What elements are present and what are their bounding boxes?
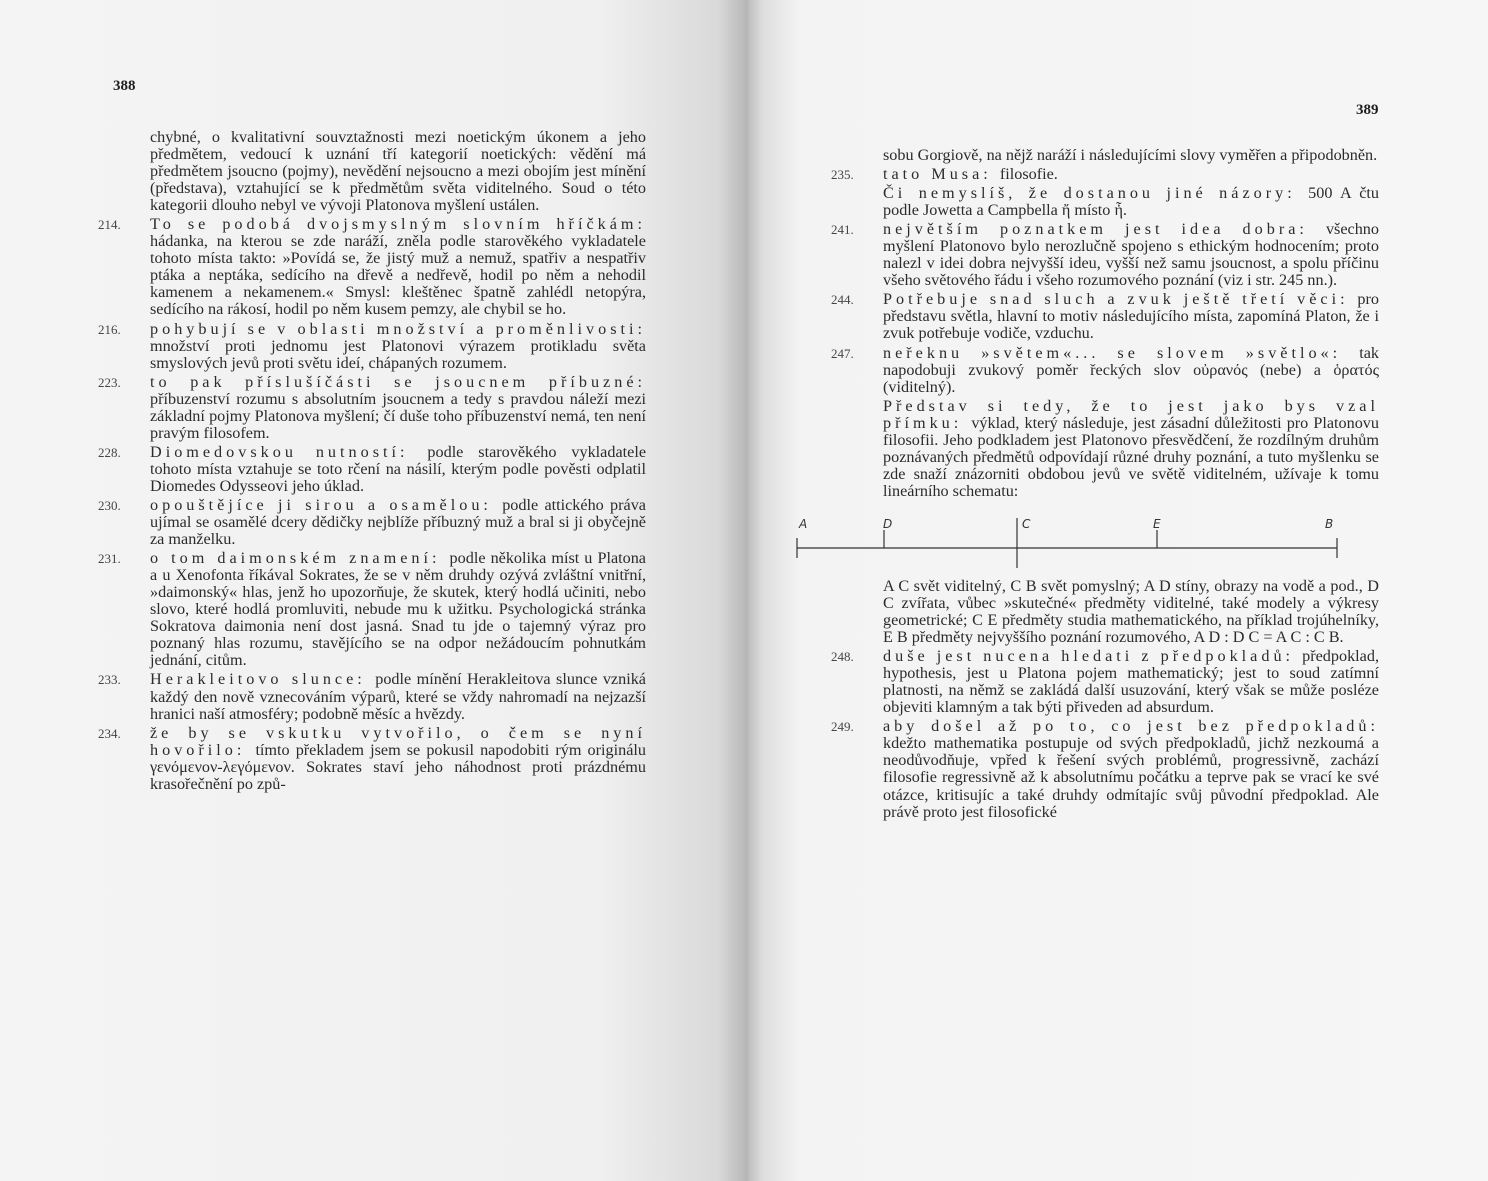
note-lemma: opouštějíce ji sirou a osamělou: [150, 495, 503, 514]
note-lemma: neřeknu »světem«... se slovem »světlo«: [883, 343, 1360, 362]
note-text: kdežto mathematika postupuje od svých předpokladů, jichž nezkoumá a neodůvodňuje, vpřed k řešení svých problémů, progressivně, zachází filosofie regressivně až k absolutnímu počátku a teprve pak se vrací ke své otázce, kritisujíc a také druhdy odmítajíc svůj původní předpoklad. Ale právě proto jest filosofické [883, 734, 1379, 821]
line-schema-diagram [789, 512, 1349, 570]
schema-label-b: B [1325, 516, 1334, 531]
note-lemma: tato Musa: [883, 165, 1000, 184]
page-number: 388 [113, 78, 136, 94]
note-lemma: pohybují se v oblasti množství a proměnlivosti: [150, 319, 646, 338]
note-continuation [831, 147, 1379, 164]
note-text: tímto překladem jsem se pokusil napodobiti rým originálu γενόμενον-λεγόμενον. Sokrates staví jeho náhodnost proti prázdnému krasořečnění po způ- [150, 740, 646, 793]
schema-label-e: E [1153, 516, 1161, 531]
note-247-b [831, 398, 1379, 500]
note-number: 216. [98, 321, 121, 337]
note-text: chybné, o kvalitativní souvztažnosti mezi noetickým úkonem a jeho předmětem, vedoucí k uznání tří kategorií noetických: vědění má předmětem jsoucno (pojmy), nevědění nejsoucno a mezi obojím jest mínění (představa), vztahující se k předmětům světa viditelného. Soud o této kategorii dlouho nebyl ve vývoji Platonova myšlení ustálen. [150, 128, 646, 215]
note-lemma: aby došel až po to, co jest bez předpokladů: [883, 717, 1379, 736]
line-schema [789, 512, 1379, 570]
note-lemma: největším poznatkem jest idea dobra: [883, 220, 1326, 239]
note-number: 247. [831, 345, 854, 361]
note-number: 214. [98, 217, 121, 233]
note-241 [831, 221, 1379, 289]
note-number: 248. [831, 649, 854, 665]
notes-column [98, 129, 646, 795]
note-228 [98, 444, 646, 495]
note-text: 500 A čtu podle Jowetta a Campbella ἤ místo ἦ. [883, 184, 1379, 220]
note-244 [831, 291, 1379, 342]
note-lemma: to pak příslušíčásti se jsoucnem příbuzné: [150, 372, 646, 391]
note-lemma: o tom daimonském znamení: [150, 549, 450, 568]
note-lemma: Či nemyslíš, že dostanou jiné názory: [883, 184, 1309, 203]
note-lemma: Herakleitovo slunce: [150, 670, 376, 689]
note-text: podle několika míst u Platona a u Xenofonta říkával Sokrates, že se v něm druhdy ozývá zvláštní vnitřní, »daimonský« hlas, jenž ho upozorňuje, že skutek, který hodlá učiniti, nebo slovo, které hodlá promluviti, nebude mu k užitku. Psychologická stránka Sokratova daimonia není dost jasná. Snad tu jde o tajemný výraz pro poznaný hlas rozumu, stavějícího se na odpor nežádoucím pohnutkám jednání, citům. [150, 549, 646, 670]
note-235 [831, 166, 1379, 183]
note-number: 230. [98, 497, 121, 513]
note-number: 241. [831, 222, 854, 238]
note-number: 231. [98, 551, 121, 567]
note-247 [831, 345, 1379, 396]
schema-label-a: A [799, 516, 808, 531]
note-text: hádanka, na kterou se zde naráží, zněla podle starověkého vykladatele tohoto místa takto: »Povídá se, že jistý muž a nemuž, spatřiv a nespatřiv ptáka a neptáka, sedícího na dřevě a nedřevě, hodil po něm a nehodil kamenem a nekamenem.« Smysl: kleštěnec špatně zahlédl netopýra, sedícího na rákosí, hodil po něm kusem pemzy, ale chybil se ho. [150, 232, 646, 319]
note-lemma: Představ si tedy, že to jest jako bys vzal přímku: [883, 396, 1379, 432]
note-214 [98, 216, 646, 318]
schema-label-d: D [883, 516, 893, 531]
note-230 [98, 497, 646, 548]
note-223 [98, 374, 646, 442]
schema-label-c: C [1022, 516, 1031, 531]
note-text: všechno myšlení Platonovo bylo nerozlučně spojeno s ethickým hodnocením; proto nalezl v idei dobra nejvyšší ideu, vyšší než samu jsoucnost, a spolu příčinu všeho světového řádu i všeho rozumového poznání (viz i str. 245 nn.). [883, 220, 1379, 290]
note-248 [831, 648, 1379, 716]
note-lemma: Diomedovskou nutností: [150, 442, 428, 461]
note-231 [98, 550, 646, 669]
note-lemma: Potřebuje snad sluch a zvuk ještě třetí věci: [883, 290, 1358, 309]
note-235-b [831, 185, 1379, 219]
note-text: filosofie. [999, 165, 1058, 184]
note-continuation [98, 129, 646, 214]
note-lemma: že by se vskutku vytvořilo, o čem se nyní hovořilo: [150, 723, 646, 759]
note-249 [831, 718, 1379, 820]
note-text: podle mínění Herakleitova slunce vzniká každý den nově vznecováním výparů, které se vždy nahromadí na nejzazší hranici naší atmosféry; podobně měsíc a hvězdy. [150, 670, 646, 723]
note-text: A C svět viditelný, C B svět pomyslný; A D stíny, obrazy na vodě a pod., D C zvířata, vůbec »skutečné« předměty viditelné, také modely a výkresy geometrické; C E předměty studia mathematického, na příklad trojúhelníky, E B předměty nejvyššího poznání rozumového, A D : D C = A C : C B. [883, 576, 1379, 647]
note-234 [98, 725, 646, 793]
note-number: 249. [831, 719, 854, 735]
note-number: 223. [98, 374, 121, 390]
note-text: příbuzenství rozumu s absolutním jsoucnem a tedy s pravdou náleží mezi základní pojmy Platonova myšlení; čí duše toho příbuzenství nemá, ten není pravým filosofem. [150, 389, 646, 442]
note-text: tak napodobuji zvukový poměr řeckých slov οὐρανός (nebe) a ὁρατός (viditelný). [883, 343, 1379, 396]
note-text: množství proti jednomu jest Platonovi výrazem protikladu světa smyslových jevů proti světu ideí, chápaných rozumem. [150, 336, 646, 372]
note-number: 244. [831, 292, 854, 308]
note-lemma: To se podobá dvojsmyslným slovním hříčkám: [150, 215, 646, 234]
note-text: výklad, který následuje, jest zásadní důležitosti pro Platonovu filosofii. Jeho podkladem jest Platonovo přesvědčení, že rozdílným druhům poznávaných předmětů odpovídají různé druhy poznání, a tuto myšlenku se zde snaží znázorniti obdobou jevů ve světě viditelném, užívaje k tomu lineárního schematu: [883, 413, 1379, 500]
note-text: sobu Gorgiově, na nějž naráží i následujícími slovy vyměřen a připodobněn. [883, 146, 1378, 164]
note-number: 235. [831, 167, 854, 183]
page-number: 389 [1356, 102, 1379, 118]
note-number: 228. [98, 444, 121, 460]
note-schema-explanation [831, 578, 1379, 646]
note-lemma: duše jest nucena hledati z předpokladů: [883, 647, 1303, 666]
note-number: 233. [98, 672, 121, 688]
notes-column [799, 146, 1379, 823]
note-number: 234. [98, 725, 121, 741]
note-text: podle starověkého vykladatele tohoto místa vztahuje se toto rčení na násilí, kterým podle pověsti odplatil Diomedes Odysseovi jeho úklad. [150, 442, 646, 495]
note-233 [98, 671, 646, 722]
note-text: předpoklad, hypothesis, jest u Platona pojem mathematický; jest to soud zatímní platnosti, na němž se zakládá další usuzování, který však se může posléze objeviti klamným a tak býti přiveden ad absurdum. [883, 647, 1379, 717]
note-text: podle attického práva ujímal se osamělé dcery dědičky nejblíže příbuzný muž a bral si ji obyčejně za manželku. [150, 495, 646, 549]
note-text: pro představu světla, hlavní to motiv následujícího místa, zapomíná Platon, že i zvuk potřebuje vodiče, vzduchu. [883, 290, 1379, 343]
right-page [748, 0, 1488, 1181]
note-216 [98, 321, 646, 372]
